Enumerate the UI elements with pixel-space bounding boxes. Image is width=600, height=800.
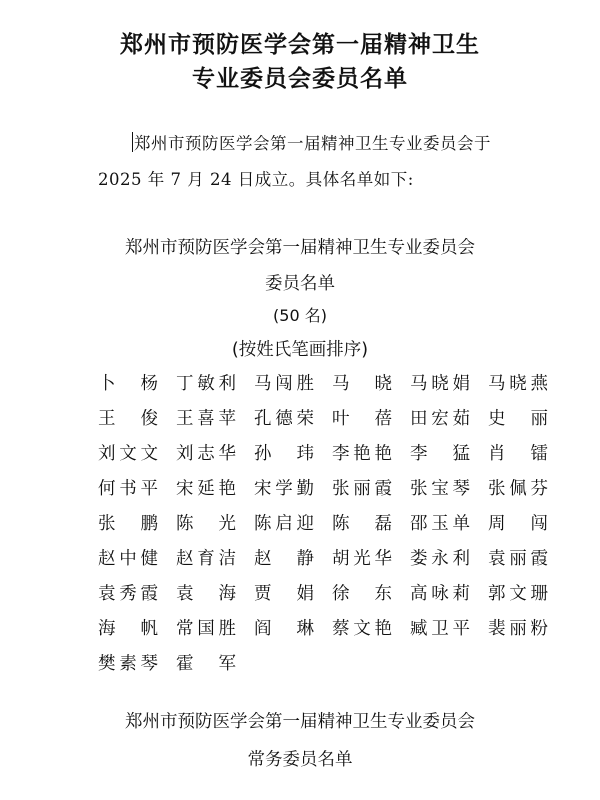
member-name: 马晓娟 xyxy=(410,374,470,394)
member-name: 陈光 xyxy=(176,514,236,534)
member-name: 叶蓓 xyxy=(332,409,392,429)
member-name: 袁海 xyxy=(176,584,236,604)
member-name: 张丽霞 xyxy=(332,479,392,499)
text-cursor xyxy=(132,132,133,152)
member-name: 袁丽霞 xyxy=(488,549,548,569)
member-name: 马闯胜 xyxy=(254,374,314,394)
standing-section-heading: 郑州市预防医学会第一届精神卫生专业委员会 xyxy=(125,712,475,732)
member-name: 樊素琴 xyxy=(98,654,158,674)
member-name-grid xyxy=(98,370,558,685)
member-name: 张鹏 xyxy=(98,514,158,534)
member-name: 孔德荣 xyxy=(254,409,314,429)
member-name: 贾娟 xyxy=(254,584,314,604)
member-name: 陈启迎 xyxy=(254,514,314,534)
member-name: 赵静 xyxy=(254,549,314,569)
member-name: 郭文珊 xyxy=(488,584,548,604)
member-name: 何书平 xyxy=(98,479,158,499)
member-name: 宋学勤 xyxy=(254,479,314,499)
member-name: 袁秀霞 xyxy=(98,584,158,604)
member-name: 王喜苹 xyxy=(176,409,236,429)
member-name: 孙玮 xyxy=(254,444,314,464)
member-name: 海帆 xyxy=(98,619,158,639)
member-name: 蔡文艳 xyxy=(332,619,392,639)
members-section-heading: 郑州市预防医学会第一届精神卫生专业委员会 xyxy=(125,238,475,258)
member-name: 马晓燕 xyxy=(488,374,548,394)
member-name: 李艳艳 xyxy=(332,444,392,464)
member-name: 肖镭 xyxy=(488,444,548,464)
member-name: 高咏莉 xyxy=(410,584,470,604)
member-name: 邵玉单 xyxy=(410,514,470,534)
member-name: 张宝琴 xyxy=(410,479,470,499)
member-name: 赵育洁 xyxy=(176,549,236,569)
member-name: 徐东 xyxy=(332,584,392,604)
member-name: 丁敏利 xyxy=(176,374,236,394)
intro-paragraph-line-2: 2025 年 7 月 24 日成立。具体名单如下: xyxy=(98,170,414,189)
member-name: 阎琳 xyxy=(254,619,314,639)
member-name: 霍军 xyxy=(176,654,236,674)
member-name: 赵中健 xyxy=(98,549,158,569)
member-name: 卜杨 xyxy=(98,374,158,394)
member-name: 周闯 xyxy=(488,514,548,534)
members-sort-note: (按姓氏笔画排序) xyxy=(231,340,369,360)
intro-paragraph-line-1: 郑州市预防医学会第一届精神卫生专业委员会于 xyxy=(134,134,491,153)
document-title-line-2: 专业委员会委员名单 xyxy=(192,65,408,92)
members-section-subheading: 委员名单 xyxy=(265,274,335,294)
member-name: 张佩芬 xyxy=(488,479,548,499)
member-name: 刘志华 xyxy=(176,444,236,464)
member-name: 宋延艳 xyxy=(176,479,236,499)
member-name: 陈磊 xyxy=(332,514,392,534)
member-name: 李猛 xyxy=(410,444,470,464)
member-name: 史丽 xyxy=(488,409,548,429)
member-name: 胡光华 xyxy=(332,549,392,569)
member-name: 马晓 xyxy=(332,374,392,394)
document-title-line-1: 郑州市预防医学会第一届精神卫生 xyxy=(120,31,480,58)
member-name: 娄永利 xyxy=(410,549,470,569)
member-name: 裴丽粉 xyxy=(488,619,548,639)
member-name: 田宏茹 xyxy=(410,409,470,429)
member-name: 王俊 xyxy=(98,409,158,429)
member-name: 刘文文 xyxy=(98,444,158,464)
members-count: (50 名) xyxy=(273,306,327,325)
standing-section-subheading: 常务委员名单 xyxy=(247,750,353,770)
member-name: 臧卫平 xyxy=(410,619,470,639)
member-name: 常国胜 xyxy=(176,619,236,639)
